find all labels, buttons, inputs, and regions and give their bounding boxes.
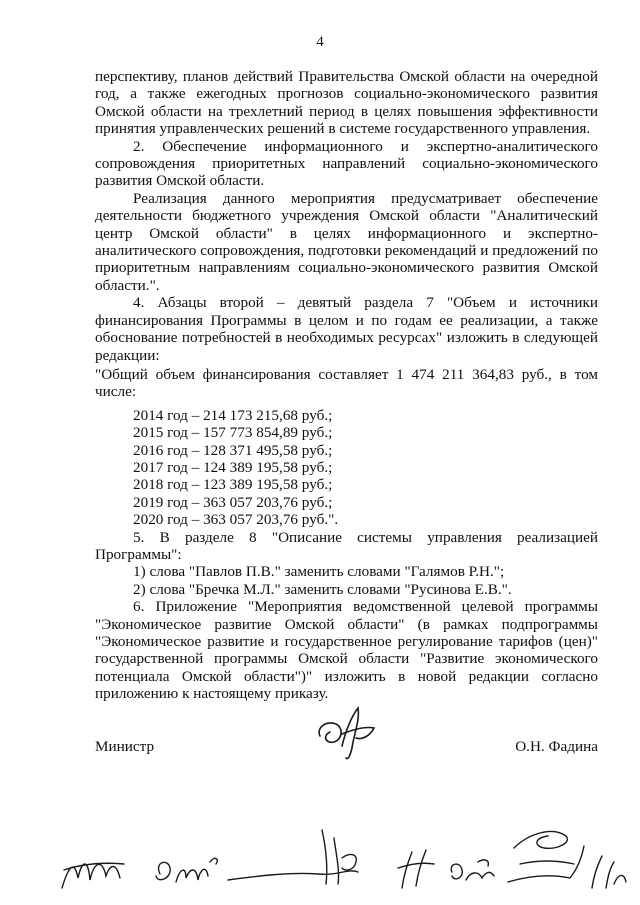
handwritten-signature bbox=[312, 700, 382, 762]
funding-year-item: 2015 год – 157 773 854,89 руб.; bbox=[133, 424, 333, 442]
funding-by-year-list bbox=[95, 407, 598, 529]
paragraph-item-2: 2. Обеспечение информационного и экспертно-аналитического сопровождения приоритетных направлений социально-экономического развития Омской области. bbox=[95, 137, 598, 190]
funding-year-item: 2020 год – 363 057 203,76 руб.". bbox=[133, 511, 339, 529]
paragraph-item-4: 4. Абзацы второй – девятый раздела 7 "Объем и источники финансирования Программы в целом и по годам ее реализации, а также обоснование потребностей в необходимых ресурсах" изложить в следующей редакции: bbox=[95, 294, 598, 364]
page-number: 4 bbox=[316, 34, 324, 50]
document-body bbox=[95, 68, 598, 703]
paragraph-item-5-2: 2) слова "Бречка М.Л." заменить словами "Русинова Е.В.". bbox=[133, 580, 512, 598]
paragraph-item-5: 5. В разделе 8 "Описание системы управления реализацией Программы": bbox=[95, 528, 598, 563]
funding-year-item: 2017 год – 124 389 195,58 руб.; bbox=[133, 458, 333, 476]
funding-year-item: 2014 год – 214 173 215,68 руб.; bbox=[133, 406, 333, 424]
paragraph-item-5-1: 1) слова "Павлов П.В." заменить словами "Галямов Р.Н."; bbox=[133, 563, 505, 581]
funding-year-item: 2016 год – 128 371 495,58 руб.; bbox=[133, 441, 333, 459]
paragraph-continuation: перспективу, планов действий Правительства Омской области на очередной год, а также ежегодных прогнозов социально-экономического развития Омской области на трехлетний период в целях повышения эффективности принятия управленческих решений в системе государственного управления. bbox=[95, 68, 598, 138]
paragraph-funding-total: "Общий объем финансирования составляет 1 474 211 364,83 руб., в том числе: bbox=[95, 365, 598, 401]
signer-name: О.Н. Фадина bbox=[515, 738, 598, 755]
funding-year-item: 2018 год – 123 389 195,58 руб.; bbox=[133, 476, 333, 494]
approval-visas bbox=[58, 818, 630, 898]
funding-year-item: 2019 год – 363 057 203,76 руб.; bbox=[133, 493, 333, 511]
signer-title: Министр bbox=[95, 738, 155, 755]
paragraph-implementation: Реализация данного мероприятия предусматривает обеспечение деятельности бюджетного учреждения Омской области "Аналитический центр Омской области" в целях информационного и экспертно-аналитического сопровождения, подготовки рекомендаций и предложений по приоритетным направлениям социально-экономического развития Омской области.". bbox=[95, 189, 598, 294]
paragraph-item-6: 6. Приложение "Мероприятия ведомственной целевой программы "Экономическое развитие Омской области" (в рамках подпрограммы "Экономическое развитие и государственное регулирование тарифов (цен)" государственной программы Омской области "Развитие экономического потенциала Омской области")" изложить в новой редакции согласно приложению к настоящему приказу. bbox=[95, 598, 598, 703]
